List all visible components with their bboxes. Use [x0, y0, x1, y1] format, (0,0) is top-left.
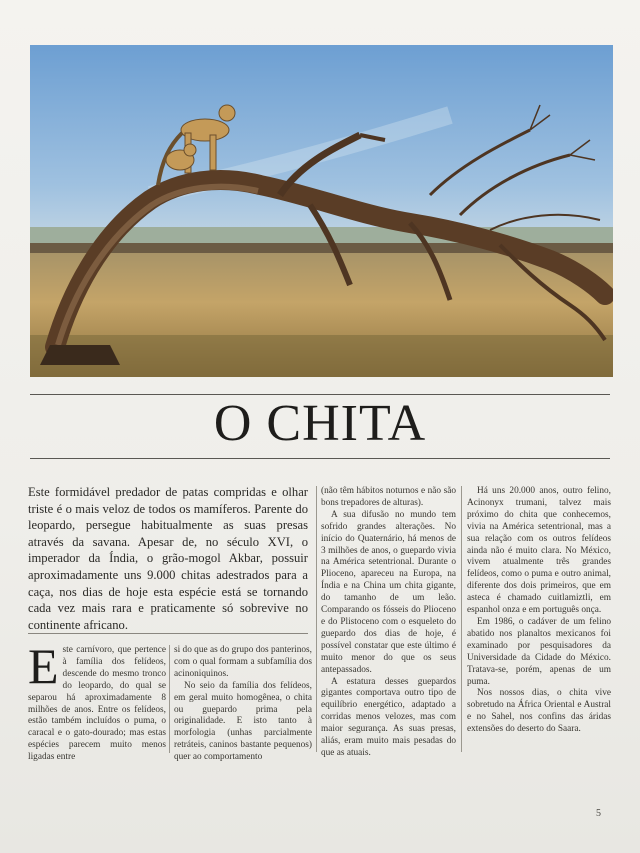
column-divider [169, 645, 170, 753]
text-column-1 [28, 638, 166, 764]
title-rule-bottom [30, 458, 610, 459]
column-2-paragraph-2: No seio da família dos felídeos, em geral muito homogênea, o chita ou guepardo prima pela originalidade. E isto tanto à morfologia (unhas parcialmente retráteis, caninos bastante pequenos) quer ao comportamento [174, 680, 312, 763]
drop-cap: E [28, 638, 59, 694]
intro-paragraph: Este formidável predador de patas compridas e olhar triste é o mais veloz de todos os mamíferos. Parente do leopardo, persegue habitualmente as suas presas através da savana. Apesar de, no século XVI, o imperador da Índia, o grão-mogol Akbar, possuir aproximadamente uns 9.000 chitas adestrados para a caça, nos dias de hoje esta espécie está se tornando cada vez mais rara e praticamente só sobrevive no continente africano. [28, 485, 308, 632]
column-4-paragraph-3: Nos nossos dias, o chita vive sobretudo na África Oriental e Austral e no Sahel, nos confins das áridas extensões do deserto do Saara. [467, 688, 611, 735]
column-4-paragraph-1: Há uns 20.000 anos, outro felino, Acinonyx trumani, talvez mais próximo do chita que conhecemos, vivia na América setentrional, mas a sua relação com os outros felídeos ainda não é muito clara. No México, vivem atualmente três grandes felídeos, como o puma e outro animal, diferente dos dois primeiros, que em asteca é chamado cuitlamiztli, em espanhol onza e em português onça. [467, 486, 611, 616]
text-column-4 [467, 486, 611, 736]
cheetah-photo [30, 45, 613, 377]
text-column-3 [321, 486, 456, 760]
page-title: O CHITA [213, 395, 427, 452]
column-3-paragraph-2: A sua difusão no mundo tem sofrido grandes alterações. No início do Quaternário, há menos de 3 milhões de anos, o guepardo vivia na América setentrional. Durante o Plioceno, apareceu na Europa, na Índia e na China um chita gigante, do tamanho de um leão. Comparando os fósseis do Plioceno e do Plistoceno com o esqueleto do guepardo dos dias de hoje, é possível constatar que este último é muito menor do que os seus antepassados. [321, 509, 456, 675]
text-column-2 [174, 645, 312, 764]
column-2-paragraph-1: si do que as do grupo dos panterinos, com o qual formam a subfamília dos acinoniquinos. [174, 645, 312, 679]
intro-divider [28, 633, 308, 634]
column-3-paragraph-3: A estatura desses guepardos gigantes comportava outro tipo de equilíbrio energético, adaptado a corridas menos velozes, mas com maior segurança. As suas presas, aliás, eram muito mais pesadas do que as atuais. [321, 676, 456, 758]
column-divider [461, 486, 462, 752]
column-3-paragraph-1: (não têm hábitos noturnos e não são bons trepadores de alturas). [321, 486, 456, 508]
column-4-paragraph-2: Em 1986, o cadáver de um felino abatido nos planaltos mexicanos foi examinado por pesquisadores da Universidade da Cidade do México. Tratava-se, porém, apenas de um puma. [467, 616, 611, 687]
column-divider [316, 486, 317, 752]
column-1-paragraph-1: ste carnívoro, que pertence à família dos felídeos, descende do mesmo tronco do leopardo, do qual se separou há aproximadamente 8 milhões de anos. Entre os felídeos, estão também incluídos o puma, o caracal e o gato-dourado; mas estas espécies parecem muito menos ligadas entre [28, 645, 166, 763]
page-number: 5 [596, 808, 601, 819]
